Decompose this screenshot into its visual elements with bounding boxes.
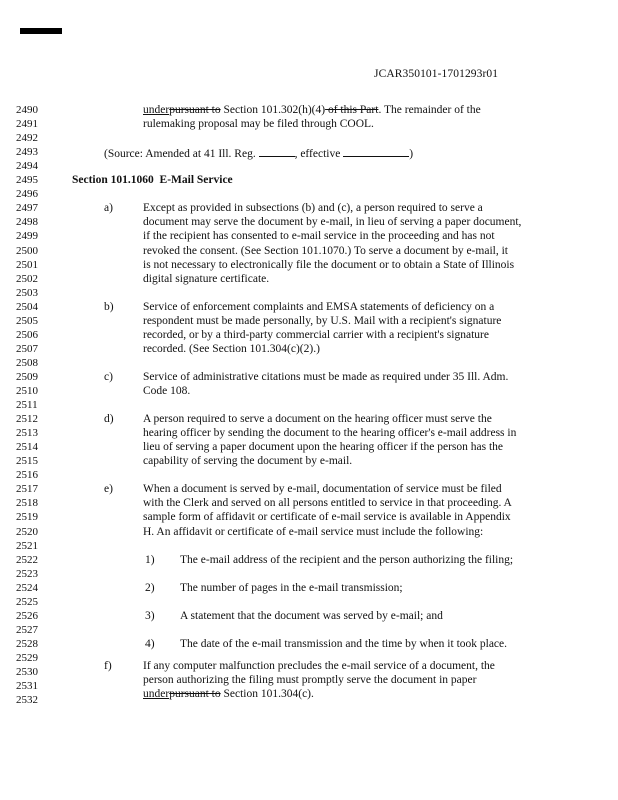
line-number: 2490 <box>16 104 38 116</box>
line-number: 2513 <box>16 427 38 440</box>
para-f-line-3: underpursuant to Section 101.304(c). <box>143 688 314 700</box>
source-note: (Source: Amended at 41 Ill. Reg. , effective ) <box>104 148 414 160</box>
subitem-label: 3) <box>145 609 155 622</box>
line-number: 2494 <box>16 160 38 173</box>
para-line: capability of serving the document by e-mail. <box>143 455 353 468</box>
section-title: E-Mail Service <box>159 174 233 186</box>
para-line: with the Clerk and served on all persons entitled to service in that proceeding. A <box>143 497 512 510</box>
para-line: document may serve the document by e-mail, in lieu of serving a paper document, <box>143 216 522 229</box>
intro-line-2: rulemaking proposal may be filed through COOL. <box>143 118 374 130</box>
para-line: recorded. (See Section 101.304(c)(2).) <box>143 342 320 355</box>
para-line: Service of administrative citations must be made as required under 35 Ill. Adm. <box>143 370 509 383</box>
para-line: A person required to serve a document on the hearing officer must serve the <box>143 413 492 426</box>
document-id: JCAR350101-1701293r01 <box>374 68 499 80</box>
subitem-text: The date of the e-mail transmission and the time by when it took place. <box>180 637 508 650</box>
line-number: 2531 <box>16 680 38 693</box>
para-line: is not necessary to electronically file the document or to obtain a State of Illinois <box>143 258 515 271</box>
line-number: 2504 <box>16 300 38 313</box>
line-number: 2527 <box>16 623 38 636</box>
line-number: 2525 <box>16 595 38 608</box>
line-number: 2511 <box>16 399 38 412</box>
redaction-bar <box>20 28 62 34</box>
line-number: 2491 <box>16 118 38 131</box>
intro-line-1: underpursuant to Section 101.302(h)(4) of this Part. The remainder of the <box>143 104 481 116</box>
line-number: 2523 <box>16 567 38 580</box>
line-number: 2516 <box>16 469 38 482</box>
line-number: 2529 <box>16 651 38 664</box>
line-number: 2508 <box>16 356 38 369</box>
section-number: Section 101.1060 <box>72 174 154 186</box>
para-f-line-1: If any computer malfunction precludes the e-mail service of a document, the <box>143 660 495 672</box>
line-number: 2520 <box>16 525 38 538</box>
line-number: 2502 <box>16 272 38 285</box>
para-line: lieu of serving a paper document upon the hearing officer if the person has the <box>143 441 503 454</box>
subitem-label: 2) <box>145 581 155 594</box>
para-label: f) <box>104 660 112 672</box>
blank-field <box>259 146 295 157</box>
line-number: 2519 <box>16 511 38 524</box>
para-line: H. An affidavit or certificate of e-mail service must include the following: <box>143 525 484 538</box>
line-number: 2532 <box>16 694 38 707</box>
line-number: 2507 <box>16 342 38 355</box>
line-number: 2512 <box>16 413 38 426</box>
para-line: digital signature certificate. <box>143 272 270 285</box>
line-number: 2497 <box>16 202 38 215</box>
line-number: 2509 <box>16 370 38 383</box>
section-heading <box>72 174 233 187</box>
subitem-text: A statement that the document was served by e-mail; and <box>180 609 443 622</box>
line-number: 2515 <box>16 455 38 468</box>
subitem-text: The e-mail address of the recipient and the person authorizing the filing; <box>180 553 514 566</box>
para-label: e) <box>104 483 113 496</box>
line-number: 2496 <box>16 188 38 201</box>
line-number: 2510 <box>16 385 38 397</box>
line-number: 2517 <box>16 483 38 496</box>
para-label: c) <box>104 370 113 383</box>
line-number: 2522 <box>16 553 38 566</box>
para-label: a) <box>104 202 113 215</box>
line-number: 2526 <box>16 609 38 622</box>
line-number: 2524 <box>16 581 38 594</box>
line-number: 2514 <box>16 441 38 454</box>
subitem-text: The number of pages in the e-mail transmission; <box>180 581 403 594</box>
para-label: b) <box>104 300 114 313</box>
para-line: respondent must be made personally, by U.S. Mail with a recipient's signature <box>143 314 502 327</box>
para-line: When a document is served by e-mail, documentation of service must be filed <box>143 483 502 496</box>
para-line: hearing officer by sending the document to the hearing officer's e-mail address in <box>143 427 517 440</box>
line-number: 2530 <box>16 666 38 678</box>
line-number: 2506 <box>16 328 38 341</box>
line-number: 2495 <box>16 174 38 187</box>
para-line: Except as provided in subsections (b) and (c), a person required to serve a <box>143 202 483 215</box>
line-number: 2528 <box>16 637 38 650</box>
line-number: 2505 <box>16 314 38 327</box>
line-number: 2499 <box>16 230 38 243</box>
para-line: Service of enforcement complaints and EMSA statements of deficiency on a <box>143 300 495 313</box>
line-number: 2500 <box>16 244 38 257</box>
blank-field <box>343 146 409 157</box>
line-number: 2498 <box>16 216 38 229</box>
line-number: 2518 <box>16 497 38 510</box>
para-f-line-2: person authorizing the filing must promptly serve the document in paper <box>143 674 477 686</box>
deleted-text: pursuant to <box>169 688 221 700</box>
line-number: 2501 <box>16 258 38 271</box>
line-number: 2521 <box>16 539 38 552</box>
subitem-label: 1) <box>145 553 155 566</box>
deleted-text: of this Part <box>325 104 379 116</box>
para-line: if the recipient has consented to e-mail service in the proceeding and has not <box>143 230 495 243</box>
para-label: d) <box>104 413 114 426</box>
para-line: recorded, or by a third-party commercial carrier with a recipient's signature <box>143 328 489 341</box>
deleted-text: pursuant to <box>169 104 221 116</box>
inserted-text: under <box>143 688 170 700</box>
line-number: 2503 <box>16 286 38 299</box>
subitem-label: 4) <box>145 637 155 650</box>
line-number: 2493 <box>16 146 38 159</box>
line-number: 2492 <box>16 132 38 145</box>
para-line: sample form of affidavit or certificate of e-mail service is available in Appendix <box>143 511 511 524</box>
para-line: Code 108. <box>143 385 191 397</box>
para-line: revoked the consent. (See Section 101.1070.) To serve a document by e-mail, it <box>143 244 508 257</box>
inserted-text: under <box>143 104 170 116</box>
